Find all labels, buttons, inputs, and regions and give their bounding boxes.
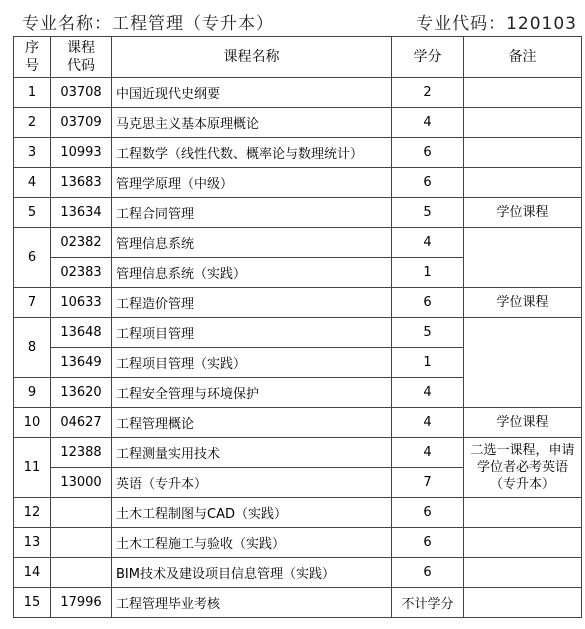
cell-code: 10633 bbox=[51, 288, 112, 318]
cell-code: 13683 bbox=[51, 168, 112, 198]
cell-credit: 6 bbox=[392, 168, 464, 198]
table-row bbox=[14, 288, 582, 318]
cell-note bbox=[464, 108, 582, 138]
column-header-seq: 序号 bbox=[14, 37, 51, 78]
cell-credit: 7 bbox=[392, 468, 464, 498]
table-row bbox=[14, 78, 582, 108]
cell-code bbox=[51, 498, 112, 528]
cell-seq: 11 bbox=[14, 438, 51, 498]
table-header-row bbox=[14, 37, 582, 78]
cell-name: 工程项目管理（实践） bbox=[112, 348, 392, 378]
table-row bbox=[14, 498, 582, 528]
cell-note bbox=[464, 78, 582, 108]
cell-code: 13648 bbox=[51, 318, 112, 348]
cell-code: 10993 bbox=[51, 138, 112, 168]
cell-note bbox=[464, 528, 582, 558]
cell-name: BIM技术及建设项目信息管理（实践） bbox=[112, 558, 392, 588]
cell-code: 17996 bbox=[51, 588, 112, 618]
cell-credit: 6 bbox=[392, 288, 464, 318]
cell-credit: 6 bbox=[392, 138, 464, 168]
cell-code bbox=[51, 528, 112, 558]
cell-name: 工程数学（线性代数、概率论与数理统计） bbox=[112, 138, 392, 168]
cell-name: 土木工程制图与CAD（实践） bbox=[112, 498, 392, 528]
column-header-name: 课程名称 bbox=[112, 37, 392, 78]
table-row bbox=[14, 108, 582, 138]
cell-seq: 12 bbox=[14, 498, 51, 528]
cell-name: 工程管理毕业考核 bbox=[112, 588, 392, 618]
cell-code: 13000 bbox=[51, 468, 112, 498]
cell-note bbox=[464, 228, 582, 288]
cell-name: 管理信息系统 bbox=[112, 228, 392, 258]
cell-seq: 10 bbox=[14, 408, 51, 438]
cell-code: 12388 bbox=[51, 438, 112, 468]
cell-seq: 8 bbox=[14, 318, 51, 378]
cell-seq: 13 bbox=[14, 528, 51, 558]
cell-credit: 5 bbox=[392, 318, 464, 348]
cell-credit: 4 bbox=[392, 438, 464, 468]
cell-name: 工程合同管理 bbox=[112, 198, 392, 228]
cell-name: 工程测量实用技术 bbox=[112, 438, 392, 468]
cell-seq: 2 bbox=[14, 108, 51, 138]
cell-note: 学位课程 bbox=[464, 408, 582, 438]
page-header bbox=[0, 0, 585, 36]
cell-credit: 不计学分 bbox=[392, 588, 464, 618]
cell-name: 管理信息系统（实践） bbox=[112, 258, 392, 288]
cell-code: 02382 bbox=[51, 228, 112, 258]
cell-seq: 15 bbox=[14, 588, 51, 618]
cell-seq: 7 bbox=[14, 288, 51, 318]
cell-credit: 2 bbox=[392, 78, 464, 108]
cell-credit: 6 bbox=[392, 528, 464, 558]
cell-code: 13649 bbox=[51, 348, 112, 378]
cell-seq: 14 bbox=[14, 558, 51, 588]
cell-name: 工程安全管理与环境保护 bbox=[112, 378, 392, 408]
cell-name: 土木工程施工与验收（实践） bbox=[112, 528, 392, 558]
column-header-code: 课程代码 bbox=[51, 37, 112, 78]
cell-note bbox=[464, 588, 582, 618]
table-row bbox=[14, 318, 582, 348]
cell-note bbox=[464, 498, 582, 528]
cell-name: 英语（专升本） bbox=[112, 468, 392, 498]
table-row bbox=[14, 168, 582, 198]
cell-code bbox=[51, 558, 112, 588]
cell-name: 工程项目管理 bbox=[112, 318, 392, 348]
table-row bbox=[14, 558, 582, 588]
table-row bbox=[14, 198, 582, 228]
cell-seq: 6 bbox=[14, 228, 51, 288]
cell-code: 13620 bbox=[51, 378, 112, 408]
cell-seq: 3 bbox=[14, 138, 51, 168]
cell-credit: 4 bbox=[392, 408, 464, 438]
cell-credit: 1 bbox=[392, 348, 464, 378]
cell-name: 工程管理概论 bbox=[112, 408, 392, 438]
cell-note bbox=[464, 558, 582, 588]
table-row bbox=[14, 138, 582, 168]
cell-name: 中国近现代史纲要 bbox=[112, 78, 392, 108]
cell-credit: 6 bbox=[392, 498, 464, 528]
table-row bbox=[14, 528, 582, 558]
cell-code: 02383 bbox=[51, 258, 112, 288]
cell-seq: 4 bbox=[14, 168, 51, 198]
cell-note: 学位课程 bbox=[464, 288, 582, 318]
table-row bbox=[14, 588, 582, 618]
course-table bbox=[13, 36, 582, 618]
column-header-note: 备注 bbox=[464, 37, 582, 78]
cell-credit: 1 bbox=[392, 258, 464, 288]
cell-code: 04627 bbox=[51, 408, 112, 438]
cell-credit: 5 bbox=[392, 198, 464, 228]
table-row bbox=[14, 408, 582, 438]
cell-credit: 4 bbox=[392, 228, 464, 258]
cell-name: 马克思主义基本原理概论 bbox=[112, 108, 392, 138]
major-code: 专业代码：120103 bbox=[416, 14, 577, 34]
cell-name: 管理学原理（中级） bbox=[112, 168, 392, 198]
cell-note bbox=[464, 138, 582, 168]
column-header-credit: 学分 bbox=[392, 37, 464, 78]
cell-note bbox=[464, 318, 582, 408]
cell-credit: 4 bbox=[392, 108, 464, 138]
cell-note bbox=[464, 168, 582, 198]
cell-credit: 4 bbox=[392, 378, 464, 408]
cell-seq: 5 bbox=[14, 198, 51, 228]
cell-seq: 9 bbox=[14, 378, 51, 408]
cell-note: 学位课程 bbox=[464, 198, 582, 228]
table-row bbox=[14, 228, 582, 258]
cell-code: 13634 bbox=[51, 198, 112, 228]
major-name: 专业名称：工程管理（专升本） bbox=[22, 14, 274, 34]
cell-name: 工程造价管理 bbox=[112, 288, 392, 318]
cell-seq: 1 bbox=[14, 78, 51, 108]
table-row bbox=[14, 438, 582, 468]
cell-code: 03709 bbox=[51, 108, 112, 138]
cell-note: 二选一课程，申请学位者必考英语（专升本） bbox=[464, 438, 582, 498]
cell-code: 03708 bbox=[51, 78, 112, 108]
cell-credit: 6 bbox=[392, 558, 464, 588]
